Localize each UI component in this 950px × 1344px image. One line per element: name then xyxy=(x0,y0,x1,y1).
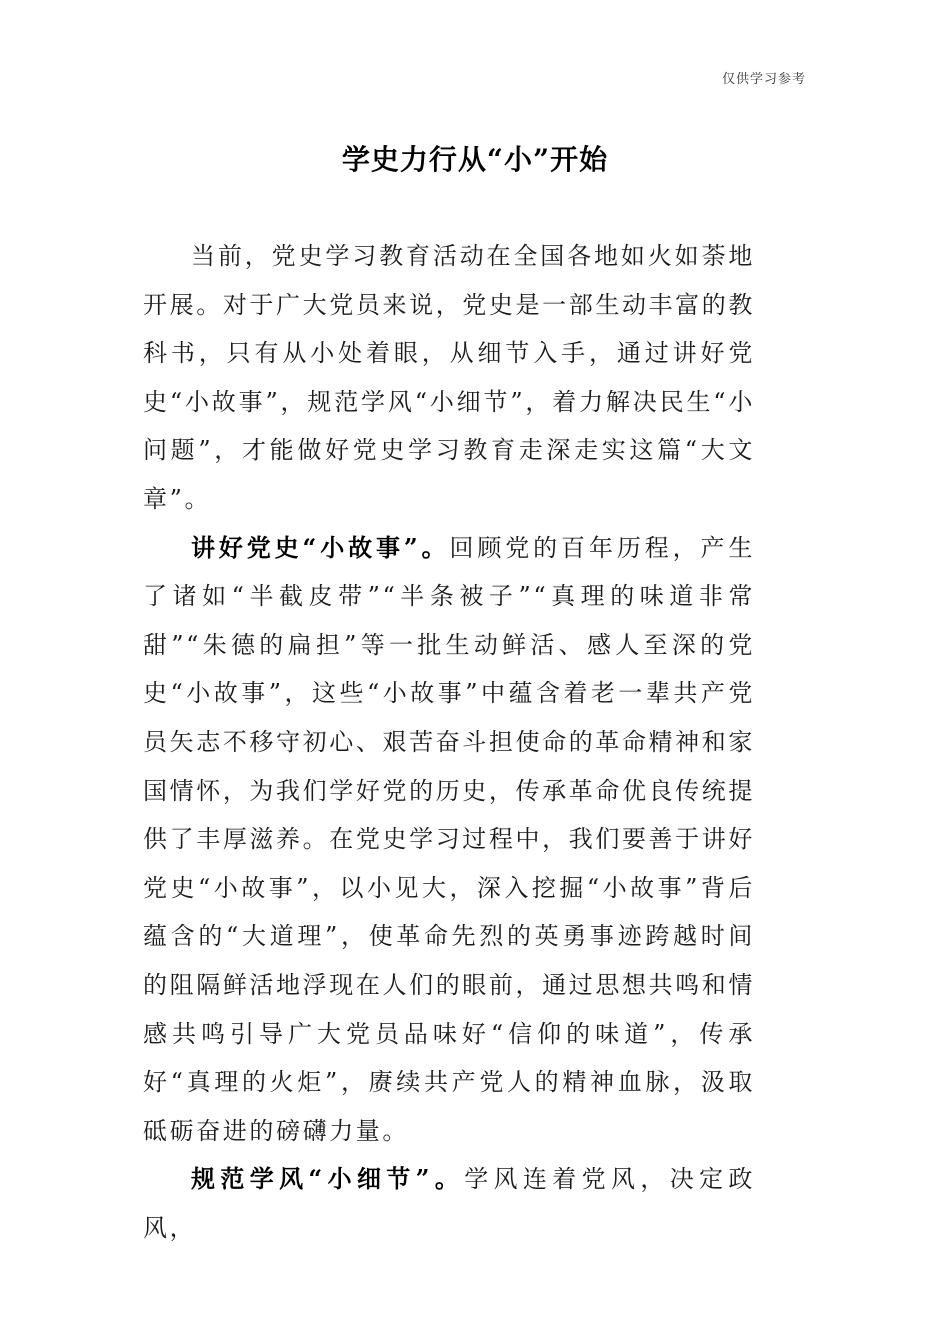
paragraph-study-style xyxy=(143,1155,755,1252)
paragraph-stories xyxy=(143,524,755,1156)
paragraph-text: 回顾党的百年历程，产生了诸如“半截皮带”“半条被子”“真理的味道非常甜”“朱德的扁担”等一批生动鲜活、感人至深的党史“小故事”，这些“小故事”中蕴含着老一辈共产党员矢志不移守初心、艰苦奋斗担使命的革命精神和家国情怀，为我们学好党的历史，传承革命优良传统提供了丰厚滋养。在党史学习过程中，我们要善于讲好党史“小故事”，以小见大，深入挖掘“小故事”背后蕴含的“大道理”，使革命先烈的英勇事迹跨越时间的阻隔鲜活地浮现在人们的眼前，通过思想共鸣和情感共鸣引导广大党员品味好“信仰的味道”，传承好“真理的火炬”，赓续共产党人的精神血脉，汲取砥砺奋进的磅礴力量。 xyxy=(143,533,755,1145)
paragraph-intro xyxy=(143,232,755,524)
document-title: 学史力行从“小”开始 xyxy=(341,143,609,176)
paragraph-lead: 讲好党史“小故事”。 xyxy=(191,532,450,562)
paragraph-text: 当前，党史学习教育活动在全国各地如火如荼地开展。对于广大党员来说，党史是一部生动丰富的教科书，只有从小处着眼，从细节入手，通过讲好党史“小故事”，规范学风“小细节”，着力解决民生“小问题”，才能做好党史学习教育走深走实这篇“大文章”。 xyxy=(143,242,755,513)
header-note: 仅供学习参考 xyxy=(721,72,806,87)
paragraph-text: 学风连着党风，决定政风， xyxy=(143,1165,756,1242)
document-body xyxy=(143,232,755,1252)
paragraph-lead: 规范学风“小细节”。 xyxy=(191,1164,465,1194)
